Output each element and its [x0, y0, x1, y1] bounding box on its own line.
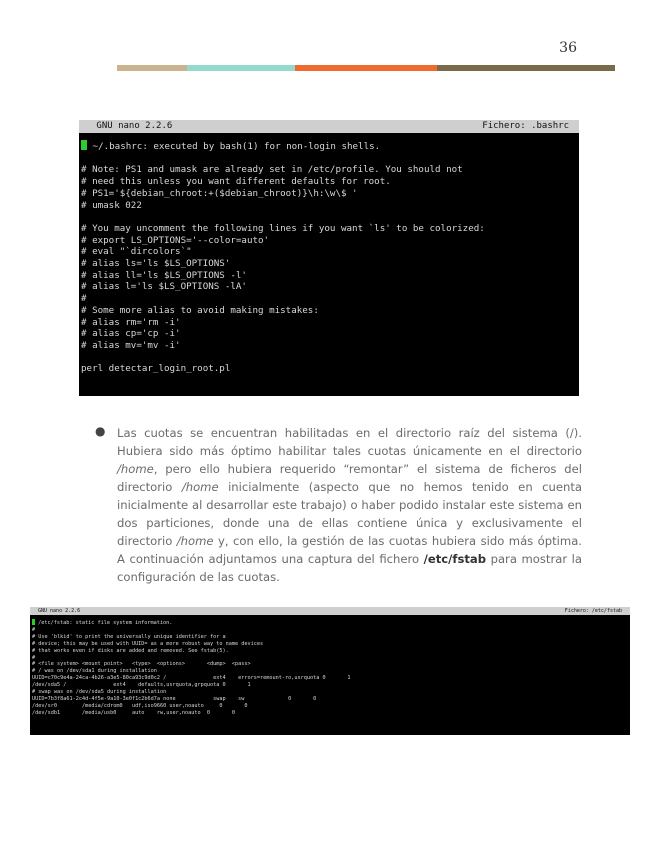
nano-version: GNU nano 2.2.6 — [91, 121, 173, 131]
terminal-line — [81, 153, 579, 165]
terminal-line: # Some more alias to avoid making mistakes: — [81, 304, 319, 316]
terminal-line: # need this unless you want different defaults for root. — [81, 176, 391, 188]
terminal-line: # alias ls='ls $LS_OPTIONS' — [81, 258, 231, 270]
terminal-content — [30, 615, 630, 717]
terminal-line: /dev/sda5 / ext4 defaults,usrquota,grpquota 0 1 — [32, 682, 251, 689]
page-number: 36 — [559, 40, 577, 56]
terminal-line: # export LS_OPTIONS='--color=auto' — [81, 234, 270, 246]
terminal-line: # — [32, 654, 36, 661]
bullet-paragraph — [95, 424, 582, 586]
terminal-line: # eval "`dircolors`" — [81, 246, 192, 258]
color-bar-segment — [295, 65, 437, 71]
terminal-line: # swap was on /dev/sda5 during installation — [32, 689, 167, 696]
terminal-line: # alias mv='mv -i' — [81, 339, 181, 351]
terminal-line: # alias ll='ls $LS_OPTIONS -l' — [81, 269, 247, 281]
terminal-line: # alias l='ls $LS_OPTIONS -lA' — [81, 281, 247, 293]
terminal-line: # alias cp='cp -i' — [81, 328, 181, 340]
nano-filename: Fichero: /etc/fstab — [564, 608, 622, 614]
terminal-line — [81, 211, 579, 223]
terminal-line: # Note: PS1 and umask are already set in /etc/profile. You should not — [81, 164, 463, 176]
terminal-line: /dev/sdb1 /media/usb0 auto rw,user,noauto 0 0 — [32, 709, 236, 716]
terminal-screenshot-bashrc — [79, 120, 579, 396]
bullet-dot: ● — [95, 424, 106, 438]
nano-filename: Fichero: .bashrc — [482, 121, 569, 131]
nano-title-bar — [30, 607, 630, 615]
terminal-line: # / was on /dev/sda1 during installation — [32, 668, 157, 675]
terminal-line: # You may uncomment the following lines if you want `ls' to be colorized: — [81, 222, 485, 234]
decorative-color-bar — [117, 65, 615, 71]
terminal-lines — [32, 627, 630, 717]
terminal-line: /dev/sr0 /media/cdrom0 udf,iso9660 user,noauto 0 0 — [32, 702, 248, 709]
color-bar-segment — [437, 65, 615, 71]
terminal-line: # umask 022 — [81, 199, 142, 211]
terminal-line — [81, 352, 579, 364]
terminal-first-line: ~/.bashrc: executed by bash(1) for non-login shells. — [81, 140, 579, 153]
terminal-line: perl detectar_login_root.pl — [81, 363, 231, 375]
nano-version: GNU nano 2.2.6 — [38, 608, 81, 614]
color-bar-segment — [117, 65, 187, 71]
terminal-lines — [81, 153, 579, 375]
color-bar-segment — [187, 65, 295, 71]
terminal-line: UUID=c70c9e4a-24ca-4b26-a3e5-80ca93c9d0c2 / ext4 errors=remount-ro,usrquota 0 1 — [32, 675, 351, 682]
nano-title-bar — [79, 120, 579, 133]
terminal-first-line: /etc/fstab: static file system information. — [32, 619, 630, 627]
paragraph-text: Las cuotas se encuentran habilitadas en el directorio raíz del sistema (/). Hubiera sido más óptimo habilitar tales cuotas únicamente en el directorio /home, pero ello hubiera requerido “remontar” el sistema de ficheros del directorio /home inicialmente (aspecto que no hemos tenido en cuenta inicialmente al desarrollar este trabajo) o haber podido instalar este sistema en dos particiones, donde una de ellas contiene única y exclusivamente el directorio /home y, con ello, la gestión de las cuotas hubiera sido más óptima. A continuación adjuntamos una captura del fichero /etc/fstab para mostrar la configuración de las cuotas. — [117, 426, 582, 584]
terminal-line: # — [32, 626, 36, 633]
terminal-line: # — [81, 293, 87, 305]
terminal-line: # Use 'blkid' to print the universally unique identifier for a — [32, 633, 226, 640]
terminal-line: # device; this may be used with UUID= as a more robust way to name devices — [32, 640, 264, 647]
terminal-content — [79, 133, 579, 375]
terminal-line: UUID=7b3f8a61-2c4d-4f5e-9a10-3e0f1c2b6d7a none swap sw 0 0 — [32, 695, 317, 702]
terminal-line: # alias rm='rm -i' — [81, 316, 181, 328]
terminal-screenshot-fstab — [30, 607, 630, 735]
terminal-line: # PS1='${debian_chroot:+($debian_chroot)}\h:\w\$ ' — [81, 187, 358, 199]
terminal-line: # that works even if disks are added and removed. See fstab(5). — [32, 647, 229, 654]
terminal-line: # <file system> <mount point> <type> <options> <dump> <pass> — [32, 661, 251, 668]
